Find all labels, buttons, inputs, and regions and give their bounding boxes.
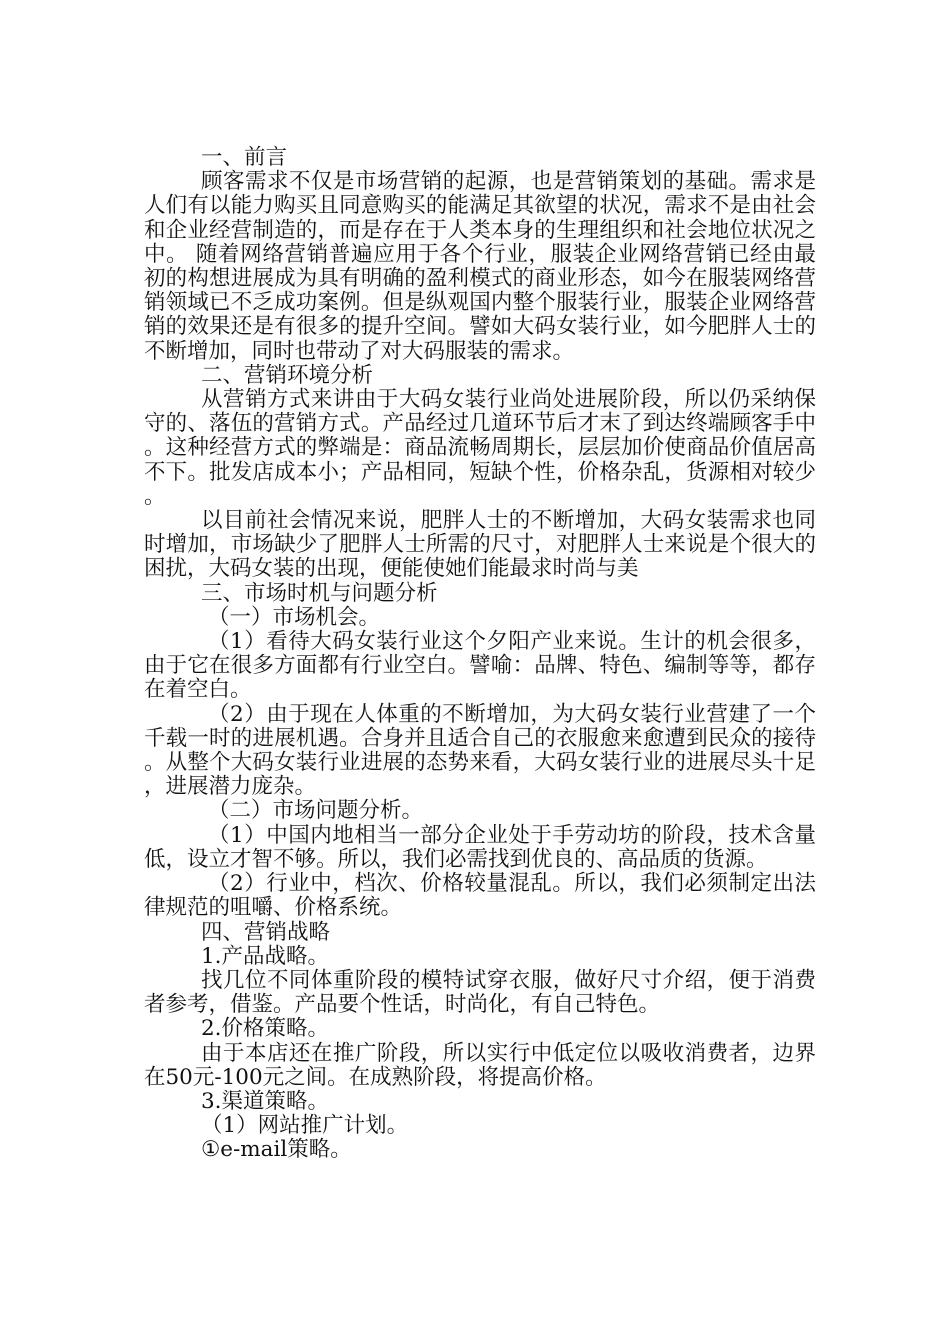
paragraph: 从营销方式来讲由于大码女装行业尚处进展阶段，所以仍采纳保守的、落伍的营销方式。产品经过几道环节后才末了到达终端顾客手中。这种经营方式的弊端是：商品流畅周期长，层层加价使商品价值居高不下。批发店成本小；产品相同，短缺个性，价格杂乱，货源相对较少。: [144, 387, 816, 509]
section-heading: 一、前言: [201, 145, 288, 170]
paragraph: 3.渠道策略。: [201, 1088, 330, 1114]
paragraph: 2.价格策略。: [201, 1016, 330, 1042]
paragraph: （1）网站推广计划。: [201, 1113, 409, 1139]
paragraph: （2）行业中，档次、价格较量混乱。所以，我们必须制定出法律规范的咀嚼、价格系统。: [144, 871, 816, 921]
paragraph: （1）中国内地相当一部分企业处于手劳动坊的阶段，技术含量低，设立才智不够。所以，我们必需找到优良的、高品质的货源。: [144, 822, 816, 872]
paragraph: ①e-mail策略。: [201, 1137, 352, 1163]
paragraph: （二）市场问题分析。: [208, 798, 424, 824]
paragraph: （2）由于现在人体重的不断增加，为大码女装行业营建了一个千载一时的进展机遇。合身并且适合自己的衣服愈来愈遭到民众的接待。从整个大码女装行业进展的态势来看，大码女装行业的进展尽头十足，进展潜力庞杂。: [144, 701, 816, 800]
section-heading: 四、营销战略: [201, 919, 331, 945]
paragraph: 顾客需求不仅是市场营销的起源，也是营销策划的基础。需求是人们有以能力购买且同意购买的能满足其欲望的状况，需求不是由社会和企业经营制造的，而是存在于人类本身的生理组织和社会地位状况之中。 随着网络营销普遍应用于各个行业，服装企业网络营销已经由最初的构想进展成为具有明确的盈利模式的商业形态，如今在服装网络营销领域已不乏成功案例。但是纵观国内整个服装行业，服装企业网络营销的效果还是有很多的提升空间。譬如大码女装行业，如今肥胖人士的不断增加，同时也带动了对大码服装的需求。: [144, 169, 816, 364]
paragraph: 找几位不同体重阶段的模特试穿衣服，做好尺寸介绍，便于消费者参考，借鉴。产品要个性话，时尚化，有自己特色。: [144, 967, 816, 1018]
paragraph: （一）市场机会。: [208, 604, 381, 630]
paragraph: 由于本店还在推广阶段，所以实行中低定位以吸收消费者，边界在50元-100元之间。在成熟阶段，将提高价格。: [144, 1040, 816, 1090]
document-body: [144, 146, 816, 1163]
paragraph: 1.产品战略。: [201, 943, 330, 969]
section-heading: 二、营销环境分析: [201, 362, 374, 388]
paragraph: （1）看待大码女装行业这个夕阳产业来说。生计的机会很多，由于它在很多方面都有行业空白。譬喻：品牌、特色、编制等等，都存在着空白。: [144, 629, 816, 703]
paragraph: 以目前社会情况来说，肥胖人士的不断增加，大码女装需求也同时增加，市场缺少了肥胖人士所需的尺寸，对肥胖人士来说是个很大的困扰，大码女装的出现，便能使她们能最求时尚与美: [144, 508, 816, 582]
section-heading: 三、市场时机与问题分析: [201, 580, 438, 606]
